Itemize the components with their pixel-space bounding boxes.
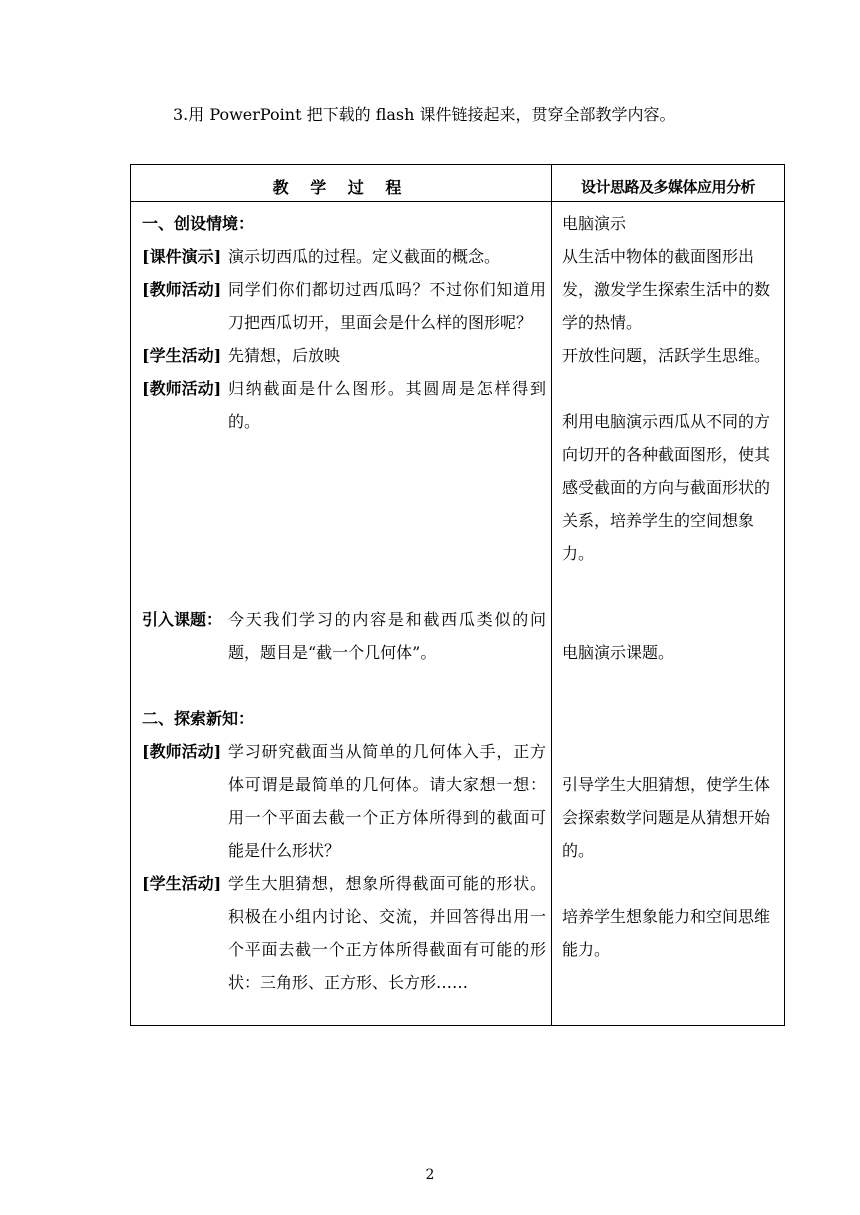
analysis-note: 引导学生大胆猜想，使学生体会探索数学问题是从猜想开始的。 bbox=[562, 775, 771, 860]
process-item bbox=[142, 339, 546, 372]
activity-tag: [教师活动] bbox=[142, 742, 222, 761]
activity-tag: 引入课题： bbox=[142, 610, 223, 629]
process-item bbox=[142, 273, 546, 339]
header-divider bbox=[131, 201, 784, 202]
process-item bbox=[142, 735, 546, 867]
process-item bbox=[142, 240, 546, 273]
analysis-note: 利用电脑演示西瓜从不同的方向切开的各种截面图形，使其感受截面的方向与截面形状的关系，培养学生的空间想象力。 bbox=[562, 412, 771, 563]
analysis-note: 电脑演示 bbox=[562, 214, 627, 233]
activity-tag: [学生活动] bbox=[142, 346, 222, 365]
activity-text: 先猜想，后放映 bbox=[228, 346, 341, 365]
teaching-process-column bbox=[142, 207, 546, 999]
column-divider bbox=[551, 165, 552, 1025]
design-analysis-column bbox=[562, 207, 780, 966]
header-teaching-process: 教 学 过 程 bbox=[272, 178, 410, 197]
analysis-note: 电脑演示课题。 bbox=[562, 643, 675, 662]
process-item bbox=[142, 603, 546, 669]
lesson-table bbox=[130, 164, 785, 1026]
activity-text: 学生大胆猜想，想象所得截面可能的形状。积极在小组内讨论、交流，并回答得出用一个平面去截一个正方体所得截面有可能的形状：三角形、正方形、长方形…… bbox=[228, 874, 546, 992]
analysis-note: 从生活中物体的截面图形出发，激发学生探索生活中的数学的热情。 bbox=[562, 247, 771, 332]
activity-text: 今天我们学习的内容是和截西瓜类似的问题，题目是“截一个几何体”。 bbox=[228, 610, 546, 662]
activity-tag: [学生活动] bbox=[142, 874, 222, 893]
section-title-explore: 二、探索新知： bbox=[142, 709, 255, 728]
activity-text: 演示切西瓜的过程。定义截面的概念。 bbox=[228, 247, 501, 266]
analysis-note: 开放性问题，活跃学生思维。 bbox=[562, 346, 771, 365]
activity-tag: [课件演示] bbox=[142, 247, 222, 266]
activity-text: 同学们你们都切过西瓜吗？不过你们知道用刀把西瓜切开，里面会是什么样的图形呢？ bbox=[228, 280, 546, 332]
page-number: 2 bbox=[425, 1167, 435, 1183]
activity-tag: [教师活动] bbox=[142, 280, 222, 299]
activity-tag: [教师活动] bbox=[142, 379, 222, 398]
intro-paragraph: 3.用 PowerPoint 把下载的 flash 课件链接起来，贯穿全部教学内容。 bbox=[173, 105, 676, 124]
activity-text: 归纳截面是什么图形。其圆周是怎样得到的。 bbox=[228, 379, 546, 431]
process-item bbox=[142, 372, 546, 438]
process-item bbox=[142, 867, 546, 999]
activity-text: 学习研究截面当从简单的几何体入手，正方体可谓是最简单的几何体。请大家想一想：用一个平面去截一个正方体所得到的截面可能是什么形状？ bbox=[228, 742, 546, 860]
header-design-analysis: 设计思路及多媒体应用分析 bbox=[580, 178, 755, 196]
section-title-context: 一、创设情境： bbox=[142, 214, 255, 233]
analysis-note: 培养学生想象能力和空间思维能力。 bbox=[562, 907, 771, 959]
